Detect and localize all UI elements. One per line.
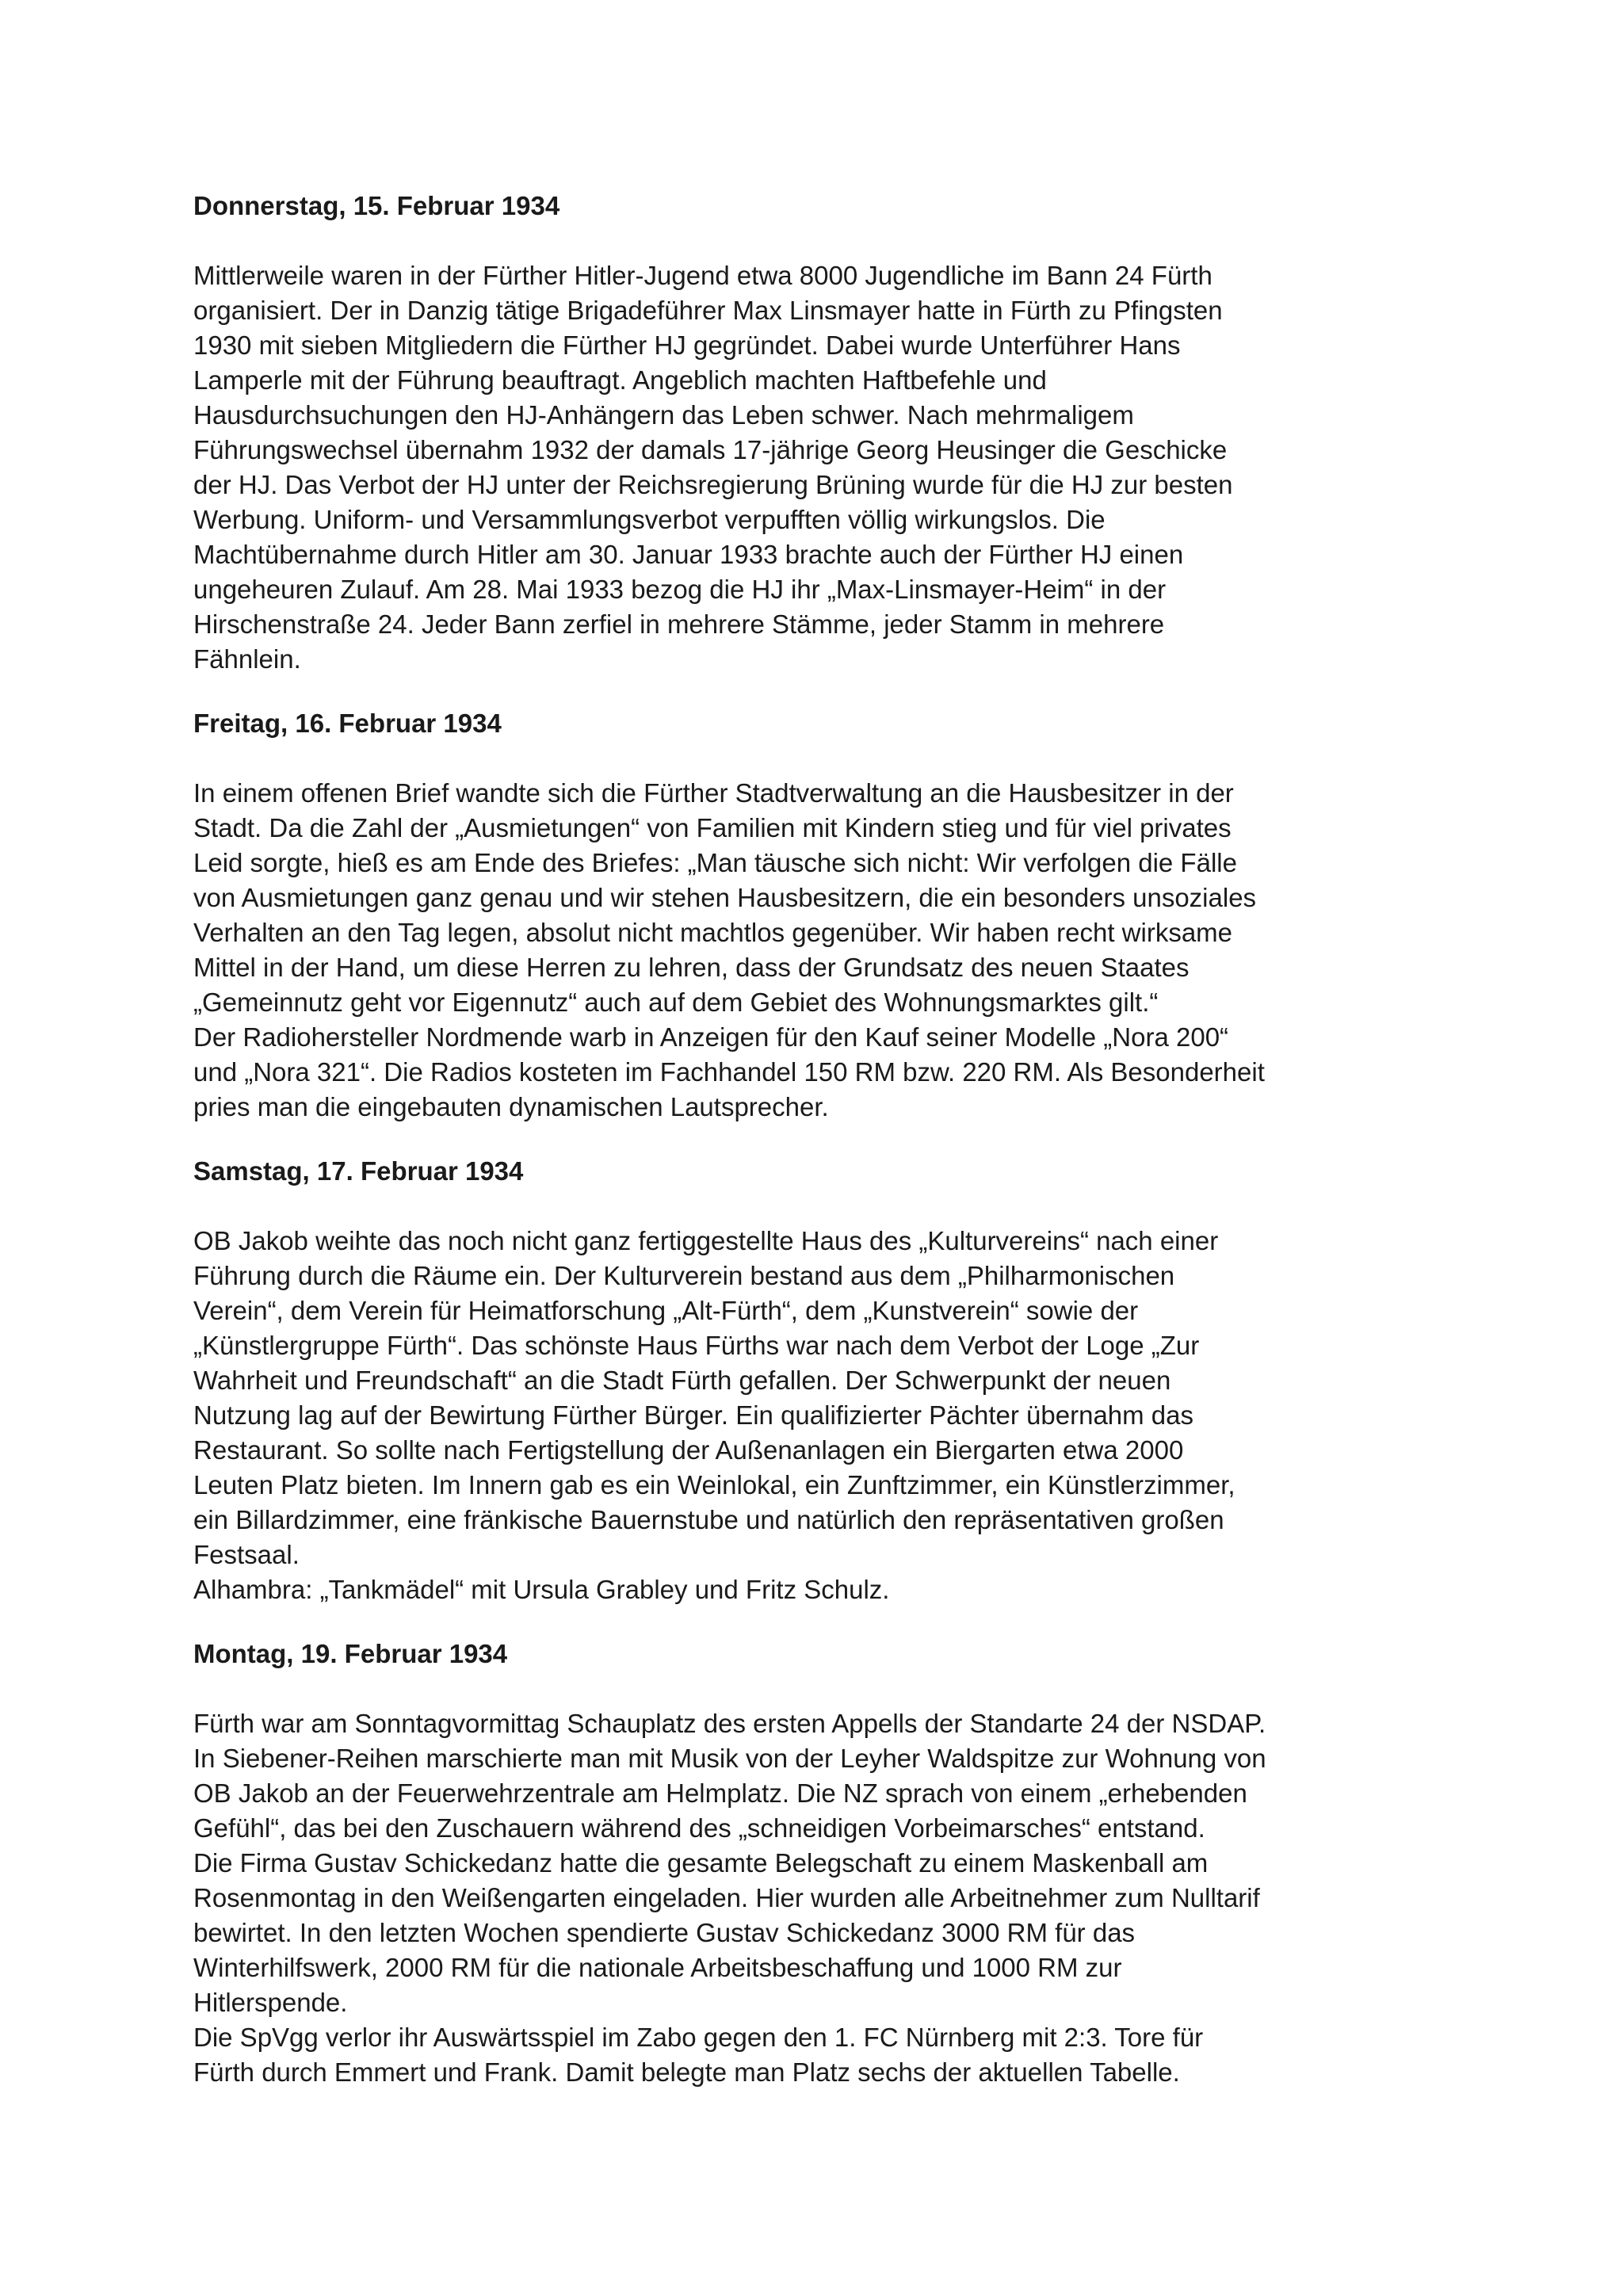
text-line: OB Jakob an der Feuerwehrzentrale am Helmplatz. Die NZ sprach von einem „erhebenden — [193, 1778, 1247, 1808]
text-line: Fähnlein. — [193, 644, 301, 674]
text-line: Mittlerweile waren in der Fürther Hitler-Jugend etwa 8000 Jugendliche im Bann 24 Fürth — [193, 261, 1212, 290]
text-line: Rosenmontag in den Weißengarten eingeladen. Hier wurden alle Arbeitnehmer zum Nulltarif — [193, 1883, 1260, 1912]
document-page — [193, 189, 1461, 2119]
text-line: ungeheuren Zulauf. Am 28. Mai 1933 bezog die HJ ihr „Max-Linsmayer-Heim“ in der — [193, 575, 1167, 604]
entry-paragraph — [193, 2020, 1461, 2090]
text-line: Lamperle mit der Führung beauftragt. Angeblich machten Haftbefehle und — [193, 365, 1047, 395]
text-line: In Siebener-Reihen marschierte man mit Musik von der Leyher Waldspitze zur Wohnung von — [193, 1744, 1266, 1773]
entry-paragraph — [193, 1020, 1461, 1125]
text-line: OB Jakob weihte das noch nicht ganz fertiggestellte Haus des „Kulturvereins“ nach einer — [193, 1226, 1219, 1255]
text-line: Nutzung lag auf der Bewirtung Fürther Bürger. Ein qualifizierter Pächter übernahm das — [193, 1400, 1194, 1430]
text-line: der HJ. Das Verbot der HJ unter der Reichsregierung Brüning wurde für die HJ zur besten — [193, 470, 1233, 499]
text-line: Werbung. Uniform- und Versammlungsverbot verpufften völlig wirkungslos. Die — [193, 505, 1106, 534]
text-line: organisiert. Der in Danzig tätige Brigadeführer Max Linsmayer hatte in Fürth zu Pfingsten — [193, 296, 1223, 325]
entry-paragraph — [193, 1846, 1461, 2020]
text-line: Winterhilfswerk, 2000 RM für die nationale Arbeitsbeschaffung und 1000 RM zur — [193, 1953, 1122, 1982]
text-line: Restaurant. So sollte nach Fertigstellung der Außenanlagen ein Biergarten etwa 2000 — [193, 1435, 1184, 1465]
text-line: Hirschenstraße 24. Jeder Bann zerfiel in mehrere Stämme, jeder Stamm in mehrere — [193, 609, 1165, 639]
text-line: Leuten Platz bieten. Im Innern gab es ein Weinlokal, ein Zunftzimmer, ein Künstlerzimmer, — [193, 1470, 1235, 1499]
text-line: Verein“, dem Verein für Heimatforschung „Alt-Fürth“, dem „Kunstverein“ sowie der — [193, 1296, 1139, 1325]
text-line: Führung durch die Räume ein. Der Kulturverein bestand aus dem „Philharmonischen — [193, 1261, 1175, 1290]
text-line: Fürth durch Emmert und Frank. Damit belegte man Platz sechs der aktuellen Tabelle. — [193, 2057, 1180, 2087]
entry-paragraph — [193, 258, 1461, 677]
entry-date-heading: Donnerstag, 15. Februar 1934 — [193, 191, 560, 220]
diary-entry — [193, 189, 1461, 677]
diary-entry — [193, 1637, 1461, 2090]
text-line: Verhalten an den Tag legen, absolut nicht machtlos gegenüber. Wir haben recht wirksame — [193, 918, 1233, 947]
entry-date-heading: Samstag, 17. Februar 1934 — [193, 1156, 524, 1186]
text-line: Alhambra: „Tankmädel“ mit Ursula Grabley und Fritz Schulz. — [193, 1575, 890, 1604]
text-line: Machtübernahme durch Hitler am 30. Januar 1933 brachte auch der Fürther HJ einen — [193, 540, 1184, 569]
entry-paragraph — [193, 1224, 1461, 1572]
text-line: „Gemeinnutz geht vor Eigennutz“ auch auf dem Gebiet des Wohnungsmarktes gilt.“ — [193, 988, 1159, 1017]
text-line: ein Billardzimmer, eine fränkische Bauernstube und natürlich den repräsentativen großen — [193, 1505, 1224, 1534]
text-line: Leid sorgte, hieß es am Ende des Briefes: „Man täusche sich nicht: Wir verfolgen die Fälle — [193, 848, 1237, 877]
text-line: Gefühl“, das bei den Zuschauern während des „schneidigen Vorbeimarsches“ entstand. — [193, 1813, 1205, 1843]
text-line: Stadt. Da die Zahl der „Ausmietungen“ von Familien mit Kindern stieg und für viel privates — [193, 813, 1232, 842]
text-line: Die SpVgg verlor ihr Auswärtsspiel im Zabo gegen den 1. FC Nürnberg mit 2:3. Tore für — [193, 2023, 1204, 2052]
text-line: bewirtet. In den letzten Wochen spendierte Gustav Schickedanz 3000 RM für das — [193, 1918, 1136, 1947]
text-line: Wahrheit und Freundschaft“ an die Stadt Fürth gefallen. Der Schwerpunkt der neuen — [193, 1366, 1171, 1395]
text-line: Fürth war am Sonntagvormittag Schauplatz des ersten Appells der Standarte 24 der NSDAP. — [193, 1709, 1266, 1738]
entry-paragraph — [193, 1706, 1461, 1846]
text-line: Führungswechsel übernahm 1932 der damals 17-jährige Georg Heusinger die Geschicke — [193, 435, 1228, 464]
text-line: und „Nora 321“. Die Radios kosteten im Fachhandel 150 RM bzw. 220 RM. Als Besonderheit — [193, 1057, 1265, 1087]
text-line: 1930 mit sieben Mitgliedern die Fürther HJ gegründet. Dabei wurde Unterführer Hans — [193, 330, 1181, 360]
text-line: Der Radiohersteller Nordmende warb in Anzeigen für den Kauf seiner Modelle „Nora 200“ — [193, 1022, 1229, 1052]
text-line: In einem offenen Brief wandte sich die Fürther Stadtverwaltung an die Hausbesitzer in der — [193, 778, 1234, 808]
entry-date-heading: Montag, 19. Februar 1934 — [193, 1639, 508, 1668]
text-line: „Künstlergruppe Fürth“. Das schönste Haus Fürths war nach dem Verbot der Loge „Zur — [193, 1331, 1200, 1360]
text-line: Die Firma Gustav Schickedanz hatte die gesamte Belegschaft zu einem Maskenball am — [193, 1848, 1209, 1878]
entry-paragraph — [193, 1572, 1461, 1607]
entry-date-heading: Freitag, 16. Februar 1934 — [193, 709, 502, 738]
text-line: von Ausmietungen ganz genau und wir stehen Hausbesitzern, die ein besonders unsoziales — [193, 883, 1257, 912]
text-line: pries man die eingebauten dynamischen Lautsprecher. — [193, 1092, 829, 1121]
text-line: Hitlerspende. — [193, 1988, 348, 2017]
diary-entry — [193, 706, 1461, 1125]
text-line: Festsaal. — [193, 1540, 300, 1569]
diary-entry — [193, 1154, 1461, 1607]
entry-paragraph — [193, 776, 1461, 1020]
text-line: Mittel in der Hand, um diese Herren zu lehren, dass der Grundsatz des neuen Staates — [193, 953, 1190, 982]
text-line: Hausdurchsuchungen den HJ-Anhängern das Leben schwer. Nach mehrmaligem — [193, 400, 1134, 430]
